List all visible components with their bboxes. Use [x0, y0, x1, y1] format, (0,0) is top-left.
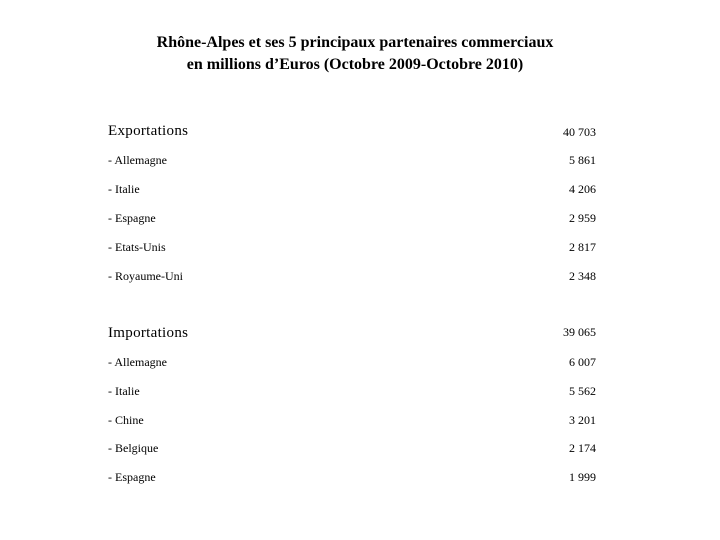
export-partner-name: - Italie	[108, 182, 140, 196]
export-partner-name: - Royaume-Uni	[108, 269, 183, 283]
import-partner-name: - Chine	[108, 413, 144, 427]
importations-label: Importations	[108, 325, 189, 341]
import-row	[108, 470, 598, 490]
export-row	[108, 153, 598, 173]
export-row	[108, 269, 598, 289]
import-partner-name: - Belgique	[108, 441, 159, 455]
exportations-total: 40 703	[563, 125, 596, 139]
import-partner-value: 6 007	[569, 355, 596, 369]
export-partner-value: 5 861	[569, 153, 596, 167]
export-row	[108, 240, 598, 260]
export-row	[108, 182, 598, 202]
import-partner-value: 5 562	[569, 384, 596, 398]
importations-header	[108, 325, 598, 345]
exportations-header	[108, 123, 598, 143]
export-row	[108, 211, 598, 231]
export-partner-value: 2 348	[569, 269, 596, 283]
import-partner-name: - Allemagne	[108, 355, 167, 369]
exportations-label: Exportations	[108, 123, 189, 139]
import-row	[108, 355, 598, 375]
export-partner-value: 4 206	[569, 182, 596, 196]
title-line-1: Rhône-Alpes et ses 5 principaux partenaires commerciaux	[156, 34, 554, 51]
import-partner-name: - Italie	[108, 384, 140, 398]
import-partner-name: - Espagne	[108, 470, 156, 484]
export-partner-value: 2 817	[569, 240, 596, 254]
import-row	[108, 413, 598, 433]
import-partner-value: 1 999	[569, 470, 596, 484]
export-partner-name: - Espagne	[108, 211, 156, 225]
title-line-2: en millions d’Euros (Octobre 2009-Octobre 2010)	[186, 56, 524, 73]
import-row	[108, 384, 598, 404]
import-partner-value: 3 201	[569, 413, 596, 427]
import-row	[108, 441, 598, 461]
export-partner-name: - Etats-Unis	[108, 240, 166, 254]
import-partner-value: 2 174	[569, 441, 596, 455]
export-partner-value: 2 959	[569, 211, 596, 225]
export-partner-name: - Allemagne	[108, 153, 167, 167]
importations-total: 39 065	[563, 325, 596, 339]
